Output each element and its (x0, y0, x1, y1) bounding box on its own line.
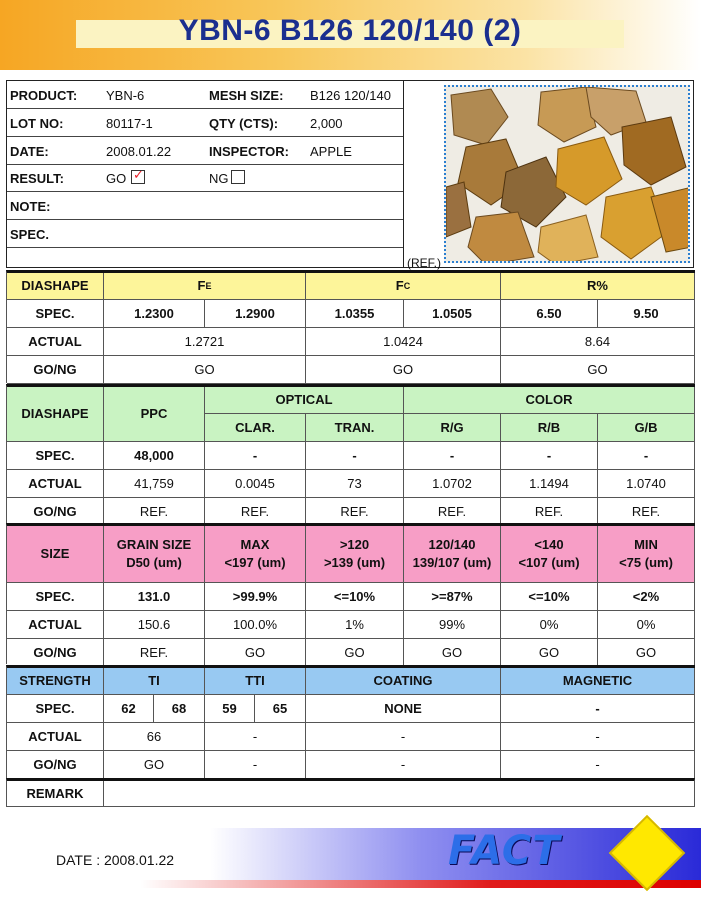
spec-row-label: SPEC. (7, 695, 104, 723)
tti-header: TTI (205, 668, 306, 695)
rg-actual: 1.0702 (404, 470, 501, 498)
info-row-lot (7, 109, 404, 137)
ti-spec-min: 62 (104, 695, 154, 723)
actual-row-label: ACTUAL (7, 723, 104, 751)
ppc-actual: 41,759 (104, 470, 205, 498)
diamond-grains-image (446, 87, 690, 263)
spec-row-label: SPEC. (7, 300, 104, 328)
min-spec: <2% (598, 583, 695, 611)
fc-actual: 1.0424 (306, 328, 501, 356)
info-row-spec (7, 220, 404, 248)
over120-header: >120 >139 (um) (306, 526, 404, 583)
r-gong: GO (501, 356, 695, 384)
color-header: COLOR (404, 387, 695, 414)
ng-label: NG (209, 171, 229, 186)
inspector-label: INSPECTOR: (209, 144, 289, 159)
fe-spec-max: 1.2900 (205, 300, 306, 328)
result-label: RESULT: (10, 171, 64, 186)
ppc-header: PPC (104, 387, 205, 442)
clar-gong: REF. (205, 498, 306, 526)
coating-spec: NONE (306, 695, 501, 723)
ti-header: TI (104, 668, 205, 695)
strength-section (6, 665, 695, 778)
clar-header: CLAR. (205, 414, 306, 442)
mesh-spec: >=87% (404, 583, 501, 611)
strength-header: STRENGTH (7, 668, 104, 695)
grain-gong: REF. (104, 639, 205, 667)
product-photo (444, 85, 690, 263)
max-header: MAX <197 (um) (205, 526, 306, 583)
info-row-note (7, 192, 404, 220)
gb-header: G/B (598, 414, 695, 442)
note-label: NOTE: (10, 199, 51, 214)
actual-row-label: ACTUAL (7, 328, 104, 356)
size-header: SIZE (7, 526, 104, 583)
footer-date: DATE : 2008.01.22 (56, 852, 175, 868)
coating-gong: - (306, 751, 501, 779)
actual-row-label: ACTUAL (7, 611, 104, 639)
fact-logo: FACT (448, 828, 561, 874)
spec-row-label: SPEC. (7, 442, 104, 470)
gb-gong: REF. (598, 498, 695, 526)
product-label: PRODUCT: (10, 88, 78, 103)
max-spec: >99.9% (205, 583, 306, 611)
info-row-result (7, 165, 404, 192)
product-value: YBN-6 (106, 88, 145, 103)
remark-label: REMARK (7, 781, 104, 807)
inspector-value: APPLE (310, 144, 352, 159)
go-label: GO (106, 171, 127, 186)
optical-header: OPTICAL (205, 387, 404, 414)
mesh-actual: 99% (404, 611, 501, 639)
gb-actual: 1.0740 (598, 470, 695, 498)
under140-actual: 0% (501, 611, 598, 639)
size-section (6, 523, 695, 664)
spec-label: SPEC. (10, 227, 50, 242)
check-mark-icon: ✓ (133, 167, 144, 182)
qty-value: 2,000 (310, 116, 343, 131)
r-spec-min: 6.50 (501, 300, 598, 328)
mesh-gong: GO (404, 639, 501, 667)
fc-header: F C (306, 273, 501, 300)
diashape-header: DIASHAPE (7, 273, 104, 300)
rb-spec: - (501, 442, 598, 470)
date-label: DATE: (10, 144, 49, 159)
min-actual: 0% (598, 611, 695, 639)
min-header: MIN <75 (um) (598, 526, 695, 583)
coating-header: COATING (306, 668, 501, 695)
gong-row-label: GO/NG (7, 498, 104, 526)
tti-spec-max: 65 (255, 695, 306, 723)
tran-spec: - (306, 442, 404, 470)
actual-row-label: ACTUAL (7, 470, 104, 498)
page-title: YBN-6 B126 120/140 (2) (178, 14, 522, 47)
clar-actual: 0.0045 (205, 470, 306, 498)
magnetic-spec: - (501, 695, 695, 723)
rb-header: R/B (501, 414, 598, 442)
rg-header: R/G (404, 414, 501, 442)
r-spec-max: 9.50 (598, 300, 695, 328)
product-photo-panel (403, 80, 694, 268)
rb-actual: 1.1494 (501, 470, 598, 498)
mesh-120-140-header: 120/140 139/107 (um) (404, 526, 501, 583)
grain-size-header: GRAIN SIZE D50 (um) (104, 526, 205, 583)
grain-actual: 150.6 (104, 611, 205, 639)
fc-spec-min: 1.0355 (306, 300, 404, 328)
tti-spec-min: 59 (205, 695, 255, 723)
gong-row-label: GO/NG (7, 356, 104, 384)
clar-spec: - (205, 442, 306, 470)
info-row-product (7, 81, 404, 109)
tran-actual: 73 (306, 470, 404, 498)
max-gong: GO (205, 639, 306, 667)
max-actual: 100.0% (205, 611, 306, 639)
ti-gong: GO (104, 751, 205, 779)
diashape-header-2: DIASHAPE (7, 387, 104, 442)
magnetic-header: MAGNETIC (501, 668, 695, 695)
over120-gong: GO (306, 639, 404, 667)
r-header: R% (501, 273, 695, 300)
over120-actual: 1% (306, 611, 404, 639)
under140-header: <140 <107 (um) (501, 526, 598, 583)
gb-spec: - (598, 442, 695, 470)
optical-section (6, 384, 695, 523)
ppc-gong: REF. (104, 498, 205, 526)
magnetic-gong: - (501, 751, 695, 779)
magnetic-actual: - (501, 723, 695, 751)
coating-actual: - (306, 723, 501, 751)
fe-actual: 1.2721 (104, 328, 306, 356)
qty-label: QTY (CTS): (209, 116, 279, 131)
ppc-spec: 48,000 (104, 442, 205, 470)
date-value: 2008.01.22 (106, 144, 172, 159)
rb-gong: REF. (501, 498, 598, 526)
ti-actual: 66 (104, 723, 205, 751)
rg-spec: - (404, 442, 501, 470)
over120-spec: <=10% (306, 583, 404, 611)
fe-header: F E (104, 273, 306, 300)
under140-gong: GO (501, 639, 598, 667)
fe-spec-min: 1.2300 (104, 300, 205, 328)
tran-gong: REF. (306, 498, 404, 526)
ti-spec-max: 68 (154, 695, 205, 723)
footer-red-stripe (0, 880, 701, 888)
ref-label: (REF.) (407, 256, 441, 270)
tti-gong: - (205, 751, 306, 779)
min-gong: GO (598, 639, 695, 667)
lot-value: 80117-1 (106, 116, 153, 131)
lot-label: LOT NO: (10, 116, 64, 131)
spec-row-label: SPEC. (7, 583, 104, 611)
info-table (6, 80, 403, 268)
r-actual: 8.64 (501, 328, 695, 356)
fc-spec-max: 1.0505 (404, 300, 501, 328)
info-row-date (7, 137, 404, 165)
fc-gong: GO (306, 356, 501, 384)
tran-header: TRAN. (306, 414, 404, 442)
tti-actual: - (205, 723, 306, 751)
remark-row (6, 778, 695, 807)
under140-spec: <=10% (501, 583, 598, 611)
rg-gong: REF. (404, 498, 501, 526)
mesh-value: B126 120/140 (310, 88, 391, 103)
fe-gong: GO (104, 356, 306, 384)
diashape-section (6, 270, 695, 383)
grain-spec: 131.0 (104, 583, 205, 611)
gong-row-label: GO/NG (7, 639, 104, 667)
mesh-label: MESH SIZE: (209, 88, 284, 103)
gong-row-label: GO/NG (7, 751, 104, 779)
